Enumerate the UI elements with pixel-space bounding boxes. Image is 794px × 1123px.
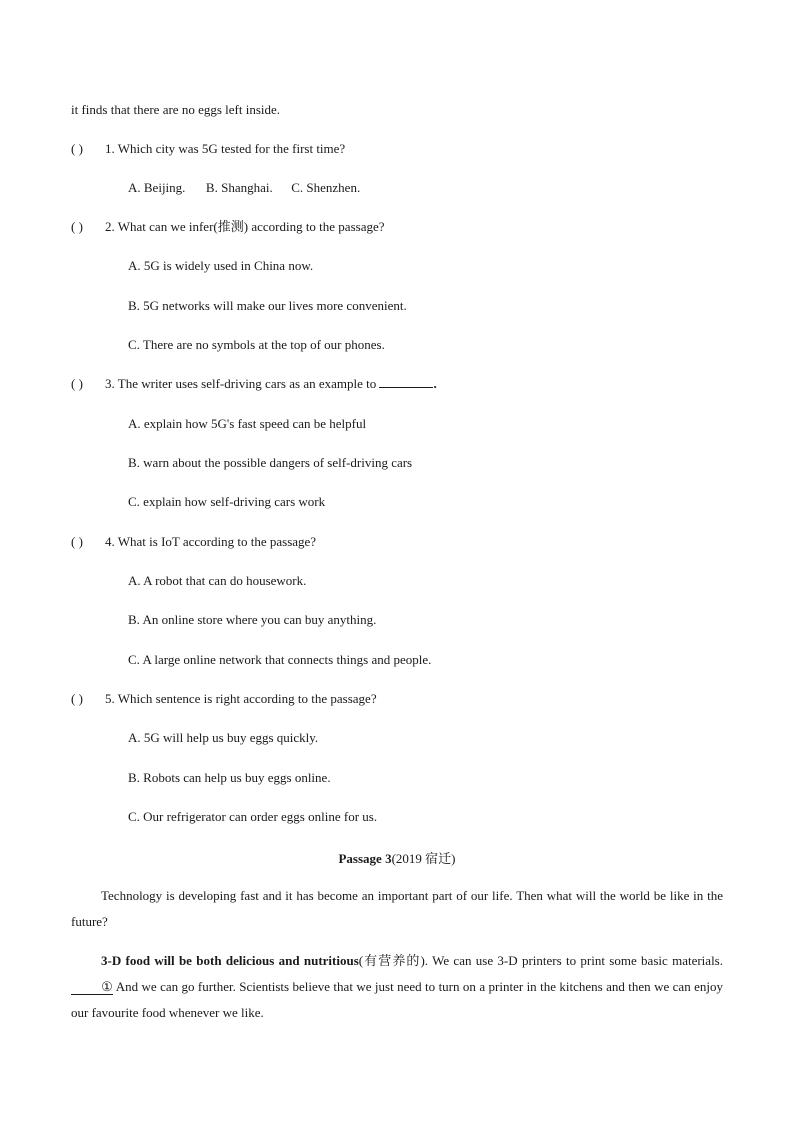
option-b[interactable]: B. 5G networks will make our lives more convenient.: [128, 298, 407, 313]
option-c[interactable]: C. A large online network that connects things and people.: [128, 652, 432, 667]
chinese-gloss: (有营养的): [358, 953, 425, 968]
answer-paren[interactable]: ( ): [71, 534, 83, 549]
option-a[interactable]: A. A robot that can do housework.: [128, 573, 307, 588]
question-text: 2. What can we infer(推测) according to the passage?: [105, 219, 385, 234]
paragraph-text-a: . We can use 3-D printers to print some basic materials.: [424, 953, 723, 968]
paragraph-text-b: And we can go further. Scientists believe that we just need to turn on a printer in the kitchens and then we can enjoy our favourite food whenever we like.: [71, 979, 723, 1020]
option-a[interactable]: A. Beijing.: [128, 180, 186, 195]
option-b[interactable]: B. An online store where you can buy anything.: [128, 612, 377, 627]
option-b[interactable]: B. warn about the possible dangers of self-driving cars: [128, 455, 413, 470]
question-text: 4. What is IoT according to the passage?: [105, 534, 317, 549]
question-4: [71, 534, 316, 550]
answer-paren[interactable]: ( ): [71, 376, 83, 391]
question-text: 1. Which city was 5G tested for the first time?: [105, 141, 346, 156]
option-c[interactable]: C. explain how self-driving cars work: [128, 494, 326, 509]
passage-title: [0, 848, 794, 867]
passage-title-text: Passage 3: [338, 851, 392, 866]
question-text: 5. Which sentence is right according to the passage?: [105, 691, 377, 706]
option-c[interactable]: C. Our refrigerator can order eggs online for us.: [128, 809, 378, 824]
question-text: 3. The writer uses self-driving cars as an example to: [105, 376, 377, 391]
option-a[interactable]: A. explain how 5G's fast speed can be helpful: [128, 416, 367, 431]
passage-paragraph-1: Technology is developing fast and it has become an important part of our life. Then what will the world be like in the future?: [71, 888, 723, 929]
blank-1[interactable]: ①: [71, 980, 113, 995]
passage-paragraph-2: [71, 948, 723, 1026]
question-5: [71, 691, 377, 707]
question-1-options: [128, 180, 360, 196]
question-1: [71, 141, 345, 157]
option-b[interactable]: B. Robots can help us buy eggs online.: [128, 770, 331, 785]
question-2: [71, 219, 385, 235]
option-c[interactable]: C. There are no symbols at the top of our phones.: [128, 337, 385, 352]
option-a[interactable]: A. 5G will help us buy eggs quickly.: [128, 730, 319, 745]
period: .: [433, 376, 437, 391]
intro-tail-text: it finds that there are no eggs left inside.: [71, 102, 281, 117]
bold-phrase: 3-D food will be both delicious and nutritious: [101, 953, 359, 968]
fill-blank[interactable]: [379, 376, 433, 388]
answer-paren[interactable]: ( ): [71, 691, 83, 706]
answer-paren[interactable]: ( ): [71, 219, 83, 234]
option-c[interactable]: C. Shenzhen.: [291, 180, 361, 195]
option-a[interactable]: A. 5G is widely used in China now.: [128, 258, 314, 273]
question-3: [71, 376, 437, 392]
answer-paren[interactable]: ( ): [71, 141, 83, 156]
option-b[interactable]: B. Shanghai.: [205, 180, 273, 195]
passage-source: (2019 宿迁): [391, 851, 456, 866]
